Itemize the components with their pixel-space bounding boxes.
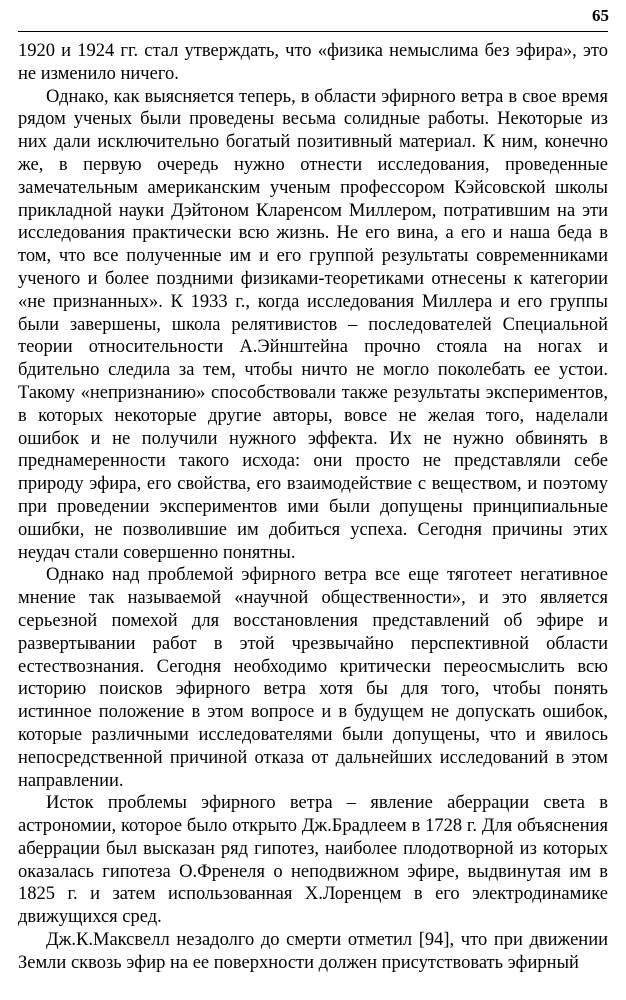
header-rule [18,31,608,32]
paragraph-continuation: 1920 и 1924 гг. стал утверждать, что «физика немыслима без эфира», это не изменило ничего. [18,41,608,84]
paragraph-negative-opinion: Однако над проблемой эфирного ветра все еще тяготеет негативное мнение так называемой «научной общественности», и это является серьезной помехой для восстановления представлений об эфире и развертывании работ в этой чрезвычайно перспективной области естествознания. Сегодня необходимо критически переосмыслить всю историю поисков эфирного ветра хотя бы для того, чтобы понять истинное положение в этом вопросе и в будущем не допускать ошибок, которые различными исследователями были допущены, что и явилось непосредственной причиной отказа от дальнейших исследований в этом направлении. [18,565,608,791]
paragraph-aberration: Исток проблемы эфирного ветра – явление аберрации света в астрономии, которое было открыто Дж.Брадлеем в 1728 г. Для объяснения аберрации был высказан ряд гипотез, наиболее плодотворной из которых оказалась гипотеза О.Френеля о неподвижном эфире, выдвинутая им в 1825 г. и затем использованная Х.Лоренцем в его электродинамике движущихся сред. [18,793,608,928]
body-text [18,40,608,975]
paragraph-miller-research: Однако, как выясняется теперь, в области эфирного ветра в свое время рядом ученых были проведены весьма солидные работы. Некоторые из них дали исключительно богатый позитивный материал. К ним, конечно же, в первую очередь нужно отнести исследования, проведенные замечательным американским ученым профессором Кэйсовской школы прикладной науки Дэйтоном Кларенсом Миллером, потратившим на эти исследования практически всю жизнь. Не его вина, а его и наша беда в том, что все полученные им и его группой результаты современниками ученого и более поздними физиками-теоретиками отнесены к категории «не признанных». К 1933 г., когда исследования Миллера и его группы были завершены, школа релятивистов – последователей Специальной теории относительности А.Эйнштейна прочно стояла на ногах и бдительно следила за тем, чтобы ничто не могло поколебать ее устои. Такому «непризнанию» способствовали также результаты экспериментов, в которых некоторые другие авторы, вовсе не желая того, наделали ошибок и не получили нужного эффекта. Их не нужно обвинять в преднамеренности такого исхода: они просто не представляли себе природу эфира, его свойства, его взаимодействие с веществом, и поэтому при проведении экспериментов ими были допущены принципиальные ошибки, не позволившие им добиться успеха. Сегодня причины этих неудач стали совершенно понятны. [18,86,608,563]
page-number: 65 [592,6,609,25]
paragraph-maxwell: Дж.К.Максвелл незадолго до смерти отметил [94], что при движении Земли сквозь эфир на ее поверхности должен присутствовать эфирный [18,930,608,973]
